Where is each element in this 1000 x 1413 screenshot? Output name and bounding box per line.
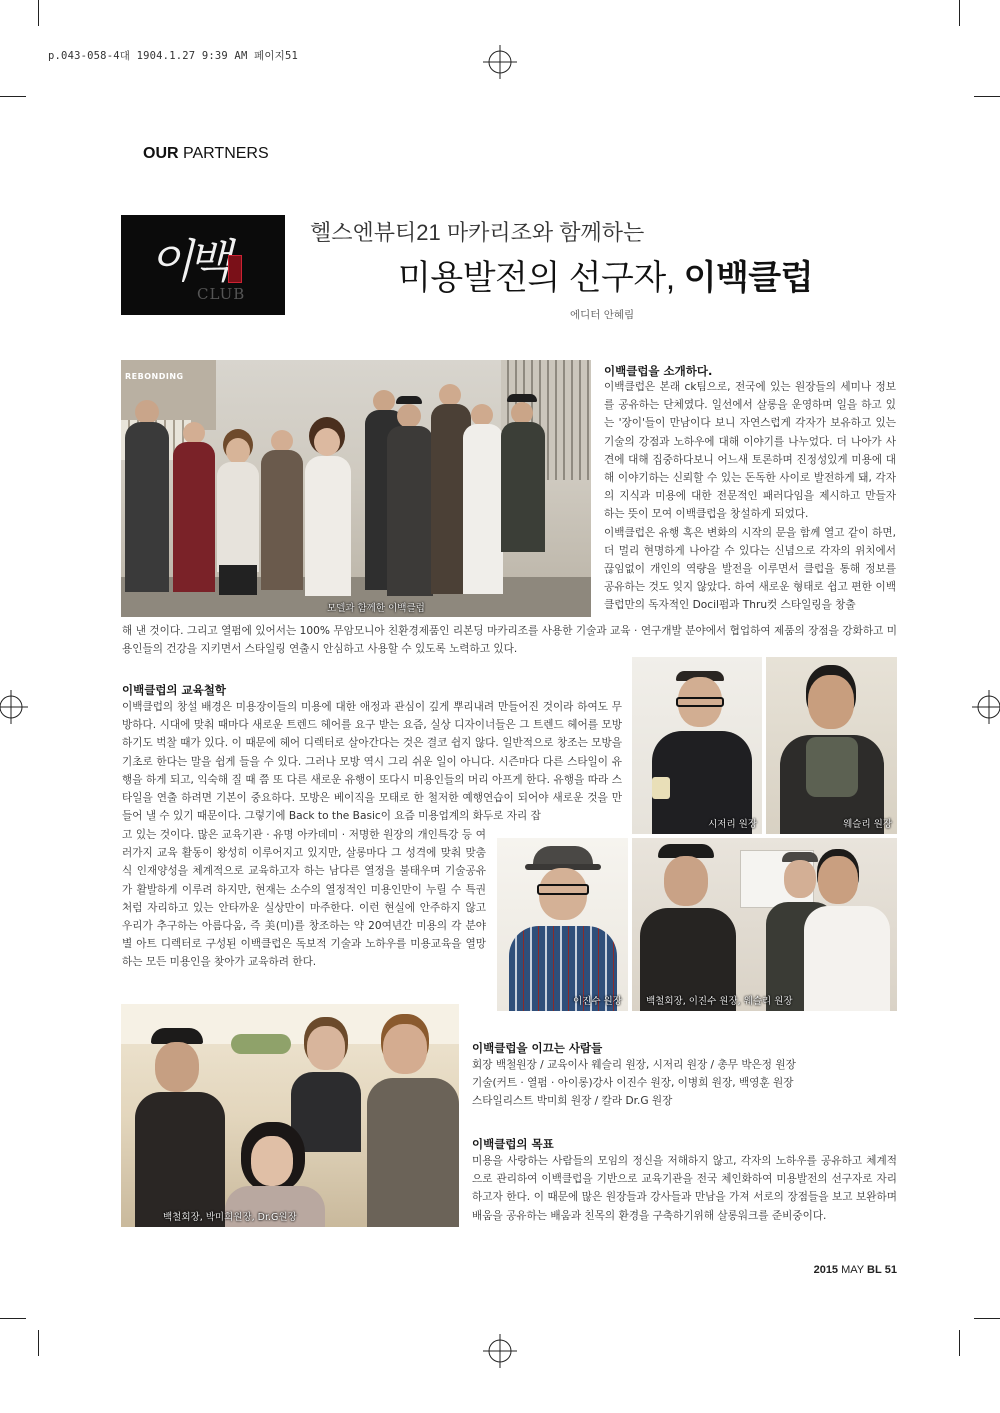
- page-footer: 2015 MAY BL 51: [813, 1264, 897, 1276]
- section-label: OUR PARTNERS: [143, 145, 269, 162]
- portrait-photo: 시저리 원장: [632, 657, 762, 834]
- article-subtitle: 헬스엔뷰티21 마카리조와 함께하는: [310, 220, 645, 245]
- philosophy-heading: 이백클럽의 교육철학: [122, 683, 226, 697]
- portrait-photo: 이진수 원장: [497, 838, 628, 1011]
- intro-body: 이백클럽은 본래 ck팀으로, 전국에 있는 원장들의 세미나 정보를 공유하는 단체였다. 일선에서 살롱을 운영하며 일을 하고 있는 '장이'들이 만남이다 보니 자연스럽게 각자가 보유하고 있는 기술의 강점과 노하우에 대해 이야기를 나누었다. 더 나아가 사견에 대해 집중하다보니 어느새 토론하며 진정성있게 미용에 대해 이야기하는 신뢰할 수 있는 돈독한 사이로 발전하게 돼, 각자의 지식과 미용에 대한 전문적인 패러다임을 제시하고 만들자 하는 뜻이 모여 이백클럽을 창설하게 되었다. 이백클럽은 유행 혹은 변화의 시작의 문을 함께 열고 같이 하면, 더 멀리 현명하게 나아갈 수 있다는 신념으로 각자의 위치에서 끊임없이 개인의 역량을 발전을 이루면서 클럽을 통해 정보를 공유하는 것도 잊지 않았다. 하여 새로운 형태로 쉽고 편한 이백클럽만의 독자적인 Docil펌과 Thru컷 스타일링을 창출: [604, 381, 896, 612]
- leaders-line: 스타일리스트 박미희 원장 / 칼라 Dr.G 원장: [472, 1095, 673, 1108]
- intro-body-continued: 해 낸 것이다. 그리고 열펌에 있어서는 100% 무암모니아 친환경제품인 리본딩 마카리조를 사용한 기술과 교육 · 연구개발 분야에서 협업하여 제품의 장점을 강화하고 미용인들의 건강을 지키면서 스타일링 연출시 안심하고 사용할 수 있도록 노력하고 있다.: [122, 625, 897, 656]
- goal-body: 미용을 사랑하는 사람들의 모임의 정신을 저해하지 않고, 각자의 노하우를 공유하고 체계적으로 관리하여 이백클럽을 기반으로 교육기관을 전국 체인화하여 미용발전의 선구자로 자리하고자 한다. 이 때문에 많은 원장들과 강사들과 만남을 가져 서로의 장점들을 보고 보완하며 배움을 공유하는 배움과 친목의 환경을 구축하기위해 살롱워크를 준비중이다.: [472, 1155, 897, 1222]
- philosophy-body-continued: 고 있는 것이다. 많은 교육기관 · 유명 아카데미 · 저명한 원장의 개인특강 등 여러가지 교육 활동이 왕성히 이루어지고 있지만, 살롱마다 그 성격에 맞춰 맞춤식 인재양성을 체계적으로 교육하고자 하는 남다른 열정을 불태우며 기술공유가 활발하게 이루려 하지만, 현재는 소수의 열정적인 미용인만이 누릴 수 특권처럼 자리하고 있는 안타까운 실상만이 마주한다. 이런 현실에 안주하지 않고 우리가 추구하는 아름다움, 즉 美(미)를 창조하는 약 20여년간 미용의 각 분야별 아트 디렉터로 구성된 이백클럽은 독보적 기술과 노하우를 미용교육을 열망하는 모든 미용인을 찾아가 교육하려 한다.: [122, 829, 486, 969]
- salon-photo: 백철회장, 박미희원장, Dr.G원장: [121, 1004, 459, 1227]
- registration-mark-icon: [483, 1334, 517, 1368]
- article-title: 미용발전의 선구자, 이백클럽: [398, 259, 813, 297]
- print-slug: p.043-058-4대 1904.1.27 9:39 AM 페이지51: [48, 50, 299, 62]
- registration-mark-icon: [972, 690, 1000, 724]
- intro-heading: 이백클럽을 소개하다.: [604, 364, 713, 378]
- goal-heading: 이백클럽의 목표: [472, 1137, 554, 1151]
- group-photo: REBONDING 모델과 함께한 이백클럽: [121, 360, 591, 617]
- registration-mark-icon: [0, 690, 28, 724]
- club-logo: 이백 CLUB: [121, 215, 285, 315]
- portrait-photo: 웨슬리 원장: [766, 657, 897, 834]
- philosophy-body: 이백클럽의 창설 배경은 미용장이들의 미용에 대한 애정과 관심이 깊게 뿌리내려 만들어진 것이라 하여도 무방하다. 시대에 맞춰 때마다 새로운 트렌드 헤어를 요구 받는 요즘, 실상 디자이너들은 그 트렌드 헤어를 모방하기도 벅찰 때가 있다. 이 때문에 헤어 디렉터로 살아간다는 것은 결코 쉽지 않다. 일반적으로 창조는 모방을 기초로 한다는 말을 쉽게 들을 수 있다. 그러나 모방 역시 그리 쉬운 일이 아니다. 시즌마다 다른 스타일이 유행을 하게 되고, 익숙해 질 때 쯤 또 다른 새로운 유행이 또다시 미용인들의 머리 아프게 한다. 유행을 따라 스타일을 연출 하려면 기본이 중요하다. 모방은 베이직을 모태로 한 철저한 예행연습이 되어야 새로운 것을 만들어 낼 수 있기 때문이다. 그렇기에 Back to the Basic이 요즘 미용업계의 화두로 자리 잡: [122, 701, 622, 823]
- registration-mark-icon: [483, 45, 517, 79]
- leaders-list: [472, 1056, 897, 1111]
- photo-caption: 모델과 함께한 이백클럽: [327, 603, 425, 614]
- leaders-line: 회장 백철원장 / 교육이사 웨슬리 원장, 시저리 원장 / 총무 박은정 원장: [472, 1059, 796, 1071]
- editor-credit: 에디터 안혜림: [570, 309, 635, 321]
- leaders-heading: 이백클럽을 이끄는 사람들: [472, 1041, 603, 1055]
- leaders-line: 기술(커트 · 열펌 · 아이롱)강사 이진수 원장, 이병희 원장, 백영훈 원장: [472, 1077, 794, 1090]
- group-portrait-photo: 백철회장, 이진수 원장, 웨슬리 원장: [632, 838, 897, 1011]
